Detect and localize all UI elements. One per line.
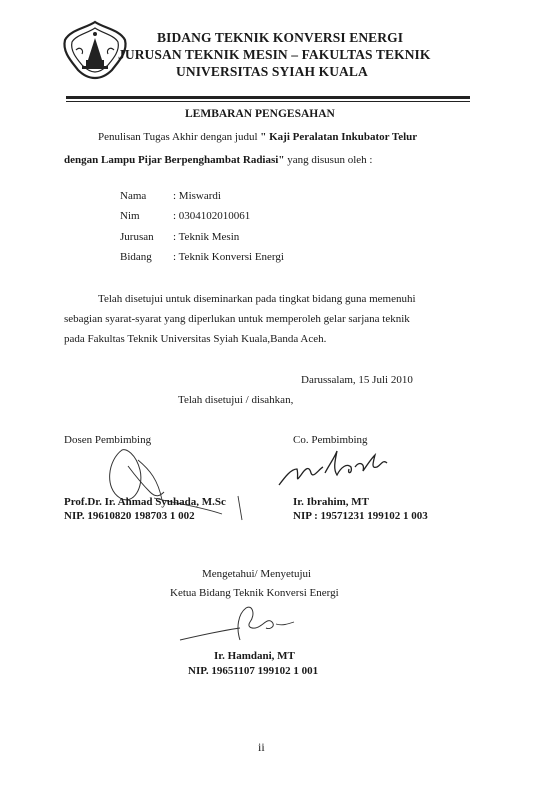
main-supervisor-nip: NIP. 19610820 198703 1 002 (64, 510, 195, 522)
intro-post: yang disusun oleh : (287, 154, 373, 166)
co-supervisor-nip: NIP : 19571231 199102 1 003 (293, 510, 428, 522)
co-supervisor-role: Co. Pembimbing (293, 434, 368, 446)
student-jurusan-value: : Teknik Mesin (173, 231, 240, 243)
thesis-title-part-1: " Kaji Peralatan Inkubator Telur (260, 131, 418, 143)
student-nim-label: Nim (120, 210, 140, 222)
thesis-title-part-2: dengan Lampu Pijar Berpenghambat Radiasi" (64, 154, 285, 166)
student-jurusan-label: Jurusan (120, 231, 154, 243)
head-signature (176, 600, 306, 650)
header-rule-thin (66, 101, 470, 102)
intro-pre: Penulisan Tugas Akhir dengan judul (98, 131, 258, 143)
co-supervisor-signature (275, 447, 415, 492)
approval-line-1: Telah disetujui untuk diseminarkan pada tingkat bidang guna memenuhi (98, 293, 416, 305)
approved-by: Telah disetujui / disahkan, (178, 394, 294, 406)
page-number: ii (258, 740, 265, 754)
head-nip: NIP. 19651107 199102 1 001 (188, 665, 319, 677)
intro-line-2 (64, 154, 372, 166)
acknowledge-line-1: Mengetahui/ Menyetujui (202, 568, 312, 580)
header-line-1: BIDANG TEKNIK KONVERSI ENERGI (157, 30, 404, 45)
student-bidang-label: Bidang (120, 251, 152, 263)
student-name-label: Nama (120, 190, 147, 202)
main-supervisor-name: Prof.Dr. Ir. Ahmad Syuhada, M.Sc (64, 496, 226, 508)
page-title: LEMBARAN PENGESAHAN (185, 108, 335, 120)
header-rule-thick (66, 96, 470, 99)
header-line-3: UNIVERSITAS SYIAH KUALA (176, 64, 368, 79)
student-nim-value: : 0304102010061 (173, 210, 251, 222)
head-name: Ir. Hamdani, MT (214, 650, 295, 662)
intro-line-1 (98, 131, 417, 143)
approval-line-3: pada Fakultas Teknik Universitas Syiah Kuala,Banda Aceh. (64, 333, 327, 345)
place-date: Darussalam, 15 Juli 2010 (301, 374, 413, 386)
acknowledge-line-2: Ketua Bidang Teknik Konversi Energi (170, 587, 339, 599)
main-supervisor-role: Dosen Pembimbing (64, 434, 152, 446)
co-supervisor-name: Ir. Ibrahim, MT (293, 496, 369, 508)
header-line-2: JURUSAN TEKNIK MESIN – FAKULTAS TEKNIK (118, 47, 431, 62)
student-bidang-value: : Teknik Konversi Energi (173, 251, 284, 263)
approval-line-2: sebagian syarat-syarat yang diperlukan untuk memperoleh gelar sarjana teknik (64, 313, 410, 325)
student-name-value: : Miswardi (173, 190, 221, 202)
